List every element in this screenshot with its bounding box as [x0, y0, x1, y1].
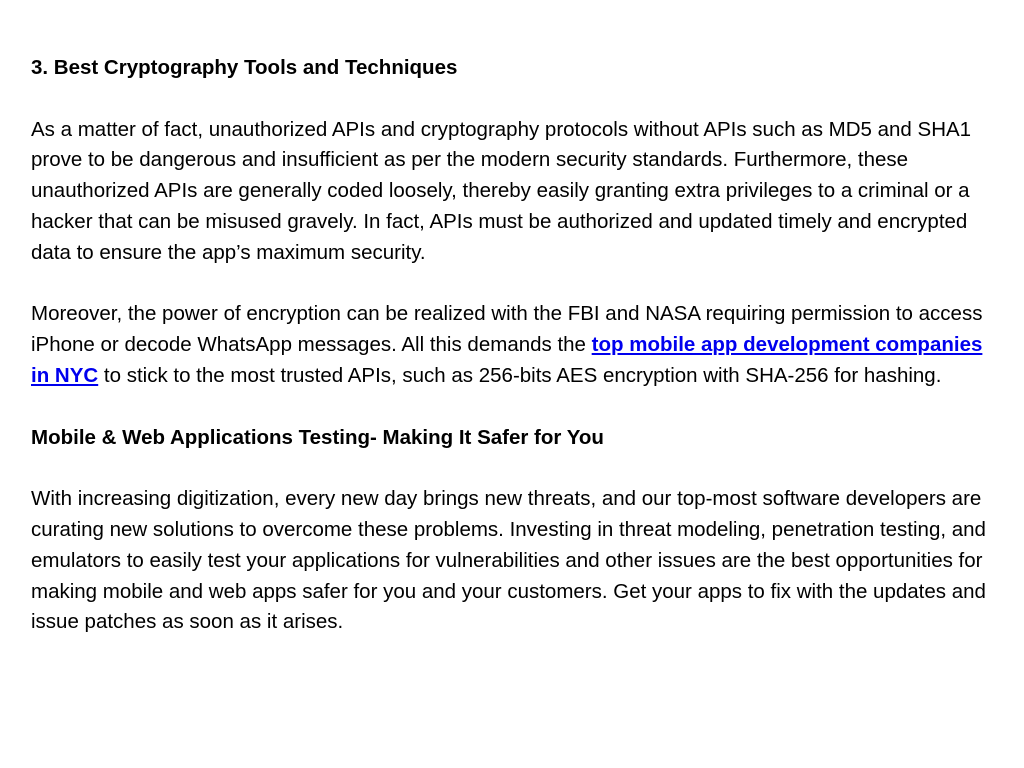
spacer [31, 84, 997, 115]
section-heading-testing: Mobile & Web Applications Testing- Making It Safer for You [31, 425, 604, 449]
spacer [31, 453, 997, 484]
spacer [31, 269, 997, 300]
section-heading-cryptography: 3. Best Cryptography Tools and Techniques [31, 56, 458, 79]
nyc-app-companies-link[interactable]: top mobile app development companies in NYC [31, 333, 983, 387]
spacer [31, 392, 997, 423]
paragraph-text-after-link: to stick to the most trusted APIs, such as 256-bits AES encryption with SHA-256 for hashing. [98, 363, 942, 387]
paragraph-text-before-link: Moreover, the power of encryption can be realized with the FBI and NASA requiring permission to access iPhone or decode WhatsApp messages. All this demands the [31, 302, 983, 357]
document-body [31, 53, 997, 638]
paragraph-testing: With increasing digitization, every new day brings new threats, and our top-most software developers are curating new solutions to overcome these problems. Investing in threat modeling, penetration testing, and emulators to easily test your applications for vulnerabilities and other issues are the best opportunities for making mobile and web apps safer for you and your customers. Get your apps to fix with the updates and issue patches as soon as it arises. [31, 487, 986, 634]
paragraph-encryption-power [31, 299, 997, 391]
paragraph-cryptography-apis: As a matter of fact, unauthorized APIs and cryptography protocols without APIs such as MD5 and SHA1 prove to be dangerous and insufficient as per the modern security standards. Furthermore, these unauthorized APIs are generally coded loosely, thereby easily granting extra privileges to a criminal or a hacker that can be misused gravely. In fact, APIs must be authorized and updated timely and encrypted data to ensure the app’s maximum security. [31, 117, 972, 264]
